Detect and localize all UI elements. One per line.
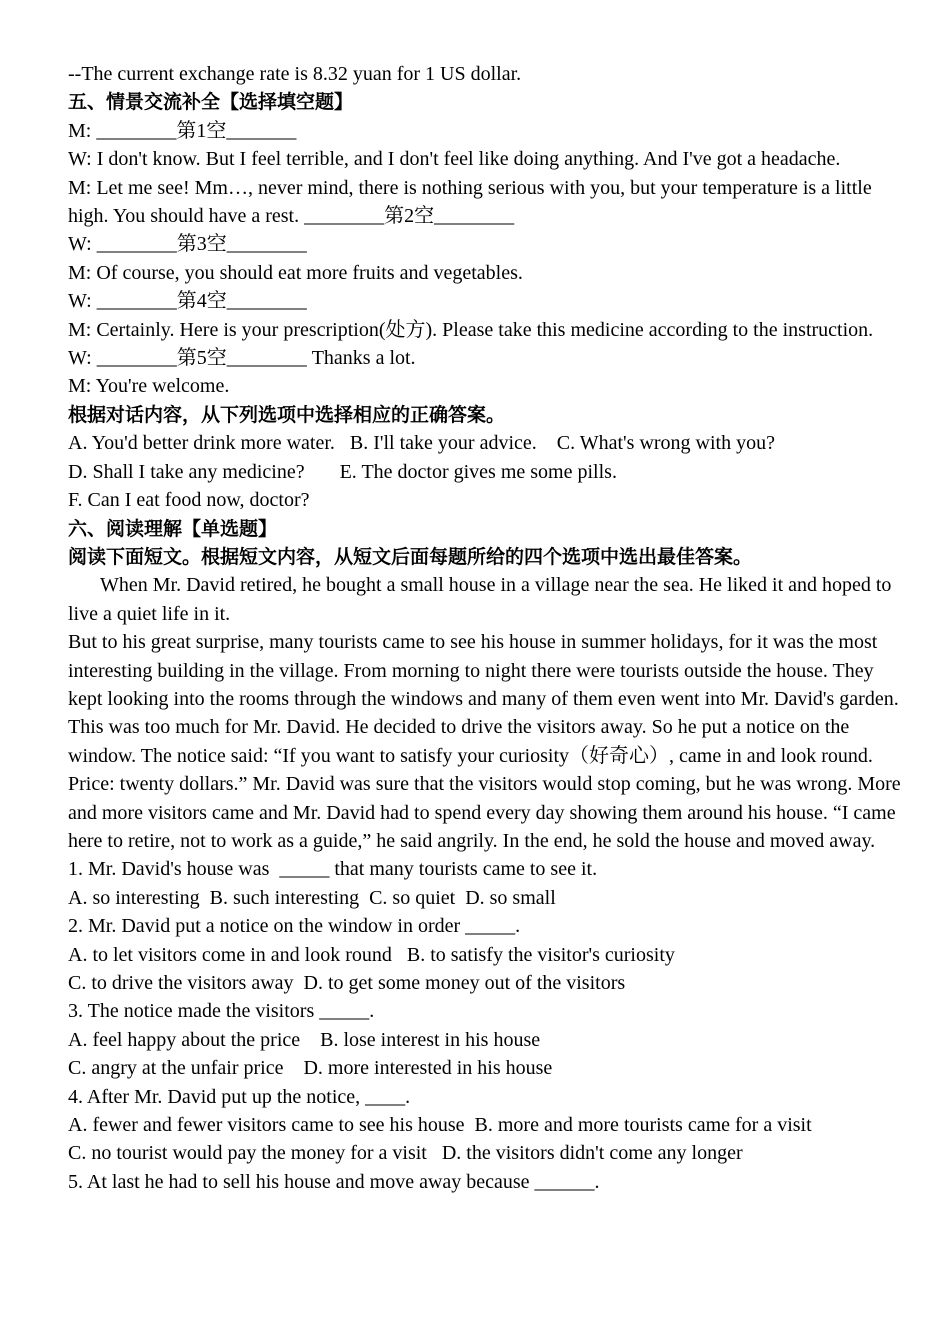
passage-paragraph-1: When Mr. David retired, he bought a small house in a village near the sea. He liked it and hoped to live a quiet life in it. xyxy=(68,574,892,625)
section-6-heading: 六、阅读理解【单选题】 xyxy=(68,517,278,540)
question-3-options-b: C. angry at the unfair price D. more interested in his house xyxy=(68,1057,553,1080)
question-2-options-a: A. to let visitors come in and look round B. to satisfy the visitor's curiosity xyxy=(68,943,675,966)
question-3: 3. The notice made the visitors _____. xyxy=(68,1000,375,1023)
options-line-2: D. Shall I take any medicine? E. The doctor gives me some pills. xyxy=(68,460,617,483)
question-1-options: A. so interesting B. such interesting C. so quiet D. so small xyxy=(68,886,556,909)
dialogue-line-5: M: Of course, you should eat more fruits and vegetables. xyxy=(68,261,523,284)
dialogue-line-1: M: ________第1空_______ xyxy=(68,119,297,142)
dialogue-line-8: W: ________第5空________ Thanks a lot. xyxy=(68,347,416,370)
question-4-options-b: C. no tourist would pay the money for a visit D. the visitors didn't come any longer xyxy=(68,1142,743,1165)
dialogue-line-3: M: Let me see! Mm…, never mind, there is nothing serious with you, but your temperature is a little high. You should have a rest. ________第2空________ xyxy=(68,176,872,228)
question-2-options-b: C. to drive the visitors away D. to get some money out of the visitors xyxy=(68,972,626,994)
dialogue-line-2: W: I don't know. But I feel terrible, and I don't feel like doing anything. And I've got a headache. xyxy=(68,148,841,171)
section-6-instruction: 阅读下面短文。根据短文内容，从短文后面每题所给的四个选项中选出最佳答案。 xyxy=(68,545,753,568)
dialogue-line-6: W: ________第4空________ xyxy=(68,290,307,313)
options-line-1: A. You'd better drink more water. B. I'll take your advice. C. What's wrong with you? xyxy=(68,432,775,455)
options-line-3: F. Can I eat food now, doctor? xyxy=(68,489,310,512)
exchange-rate-line: --The current exchange rate is 8.32 yuan for 1 US dollar. xyxy=(68,63,522,85)
question-2: 2. Mr. David put a notice on the window in order _____. xyxy=(68,915,521,938)
question-3-options-a: A. feel happy about the price B. lose interest in his house xyxy=(68,1028,541,1051)
question-4-options-a: A. fewer and fewer visitors came to see his house B. more and more tourists came for a visit xyxy=(68,1114,812,1137)
question-5: 5. At last he had to sell his house and move away because ______. xyxy=(68,1170,600,1193)
section-5-heading: 五、情景交流补全【选择填空题】 xyxy=(68,91,354,114)
passage-paragraph-2: But to his great surprise, many tourists came to see his house in summer holidays, for it was the most interesting building in the village. From morning to night there were tourists outside the house. They kept looking into the rooms through the windows and many of them even went into Mr. David's garden. This was too much for Mr. David. He decided to drive the visitors away. So he put a notice on the window. The notice said: “If you want to satisfy your curiosity（好奇心）, came in and look round. Price: twenty dollars.” Mr. David was sure that the visitors would stop coming, but he was wrong. More and more visitors came and Mr. David had to spend every day showing them around his house. “I came here to retire, not to work as a guide,” he said angrily. In the end, he sold the house and moved away. xyxy=(68,631,901,852)
dialogue-line-4: W: ________第3空________ xyxy=(68,233,307,256)
section-5-instruction: 根据对话内容，从下列选项中选择相应的正确答案。 xyxy=(68,403,506,426)
dialogue-line-9: M: You're welcome. xyxy=(68,375,230,398)
question-4: 4. After Mr. David put up the notice, ____. xyxy=(68,1085,411,1108)
dialogue-line-7: M: Certainly. Here is your prescription(处方). Please take this medicine according to the instruction. xyxy=(68,318,874,341)
question-1: 1. Mr. David's house was _____ that many tourists came to see it. xyxy=(68,858,598,881)
